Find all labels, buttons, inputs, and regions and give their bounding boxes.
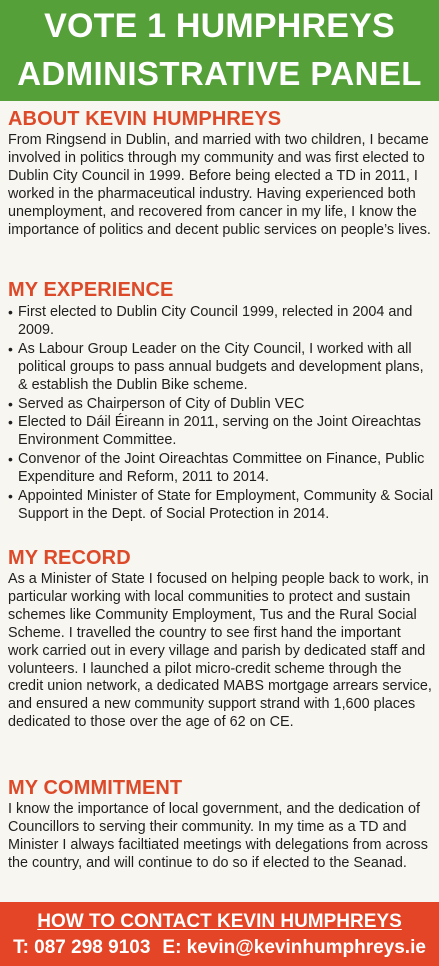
list-item: • Elected to Dáil Éireann in 2011, serving on the Joint Oireachtas Environment Committee. (8, 414, 434, 450)
experience-title: MY EXPERIENCE (8, 279, 174, 301)
record-section (8, 546, 434, 732)
panel-heading: ADMINISTRATIVE PANEL (17, 55, 422, 92)
record-title: MY RECORD (8, 547, 131, 569)
email-address: E: kevin@kevinhumphreys.ie (162, 937, 426, 958)
record-text: As a Minister of State I focused on helping people back to work, in particular working with local communities to protect and sustain schemes like Community Employment, Tus and the Rural Social Scheme. I travelled the country to see first hand the important work carried out in every village and parish by dedicated staff and volunteers. I launched a pilot micro-credit scheme through the credit union network, a dedicated MABS mortgage arrears service, and ensured a new community support strand with 1,600 places dedicated to those over the age of 62 on CE. (8, 571, 432, 731)
list-item: • Convenor of the Joint Oireachtas Committee on Finance, Public Expenditure and Reform, 2011 to 2014. (8, 451, 434, 487)
vote-heading: VOTE 1 HUMPHREYS (44, 7, 395, 45)
about-section (8, 107, 434, 239)
contact-details (0, 936, 439, 960)
phone-number: T: 087 298 9103 (13, 937, 151, 958)
commitment-title: MY COMMITMENT (8, 777, 183, 799)
experience-section (8, 278, 434, 525)
about-text: From Ringsend in Dublin, and married with two children, I became involved in politics through my community and was first elected to Dublin City Council in 1999. Before being elected a TD in 2011, I worked in the pharmaceutical industry. Having experienced both unemployment, and recovered from cancer in my life, I know the importance of politics and decent public services on people’s lives. (8, 132, 431, 238)
list-item: • As Labour Group Leader on the City Council, I worked with all political groups to pass annual budgets and development plans, & establish the Dublin Bike scheme. (8, 341, 434, 395)
list-item: • Appointed Minister of State for Employment, Community & Social Support in the Dept. of Social Protection in 2014. (8, 488, 434, 524)
contact-footer (0, 902, 439, 966)
contact-title: HOW TO CONTACT KEVIN HUMPHREYS (37, 911, 402, 932)
experience-list (8, 304, 434, 524)
commitment-section (8, 776, 434, 873)
about-title: ABOUT KEVIN HUMPHREYS (8, 108, 282, 130)
list-item: • First elected to Dublin City Council 1999, relected in 2004 and 2009. (8, 304, 434, 340)
commitment-text: I know the importance of local government, and the dedication of Councillors to serving their community. In my time as a TD and Minister I always faciltiated meetings with delegations from across the country, and will continue to do so if elected to the Seanad. (8, 801, 428, 871)
leaflet-header (0, 0, 439, 101)
list-item: • Served as Chairperson of City of Dublin VEC (8, 396, 434, 414)
